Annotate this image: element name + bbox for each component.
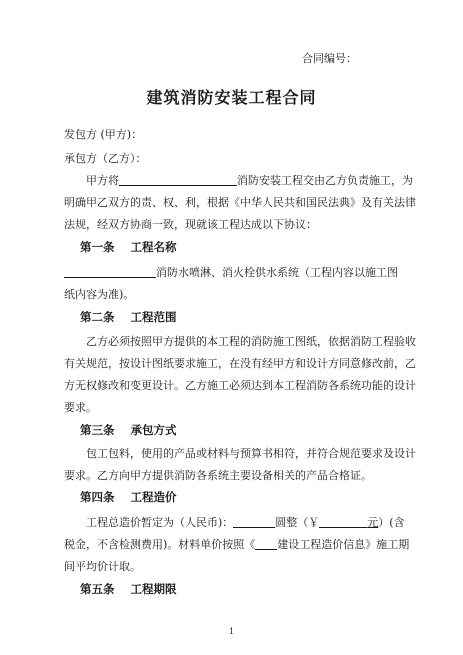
article-2-line-1: 乙方必须按照甲方提供的本工程的消防施工图纸，依据消防工程验收 — [86, 335, 416, 348]
party-a-line: 发包方 (甲方)： — [64, 128, 143, 141]
intro-line-1 — [86, 172, 413, 188]
intro-text-after: 消防安装工程交由乙方负责施工，为 — [237, 174, 413, 187]
article-1-line-2: 纸内容为准)。 — [64, 288, 135, 301]
price-amount-blank — [319, 516, 367, 528]
contract-number-label: 合同编号： — [302, 52, 357, 65]
article-1-number: 第一条 — [80, 240, 115, 254]
document-title: 建筑消防安装工程合同 — [146, 88, 317, 107]
price-text: 圆整（￥ — [275, 516, 320, 529]
article-1-title: 工程名称 — [130, 240, 177, 254]
price-info-text: 建设工程造价信息》施工期 — [277, 538, 410, 551]
article-2-heading — [80, 309, 177, 325]
article-3-line-1: 包工包料，使用的产品或材料与预算书相符，并符合规范要求及设计 — [86, 447, 416, 460]
article-2-line-2: 有关规范，按设计图纸要求施工，在没有经甲方和设计方同意修改前，乙 — [64, 357, 416, 370]
article-4-line-2 — [64, 536, 409, 552]
material-price-text: 税金，不含检测费用)。材料单价按照《 — [64, 538, 256, 551]
intro-text-before: 甲方将 — [86, 174, 119, 187]
article-3-line-2: 要求。乙方向甲方提供消防各系统主要设备相关的产品合格证。 — [64, 469, 372, 482]
article-4-title: 工程造价 — [130, 490, 177, 504]
article-5-heading — [80, 581, 177, 597]
price-label: 工程总造价暂定为（人民币)： — [86, 516, 234, 529]
project-name-blank — [119, 174, 237, 186]
price-source-blank — [255, 538, 277, 550]
price-words-blank — [233, 516, 275, 528]
article-5-number: 第五条 — [80, 582, 115, 596]
page-number: 1 — [228, 627, 235, 636]
article-2-number: 第二条 — [80, 310, 115, 324]
article-3-heading — [80, 422, 177, 438]
article-2-line-3: 方无权修改和变更设计。乙方施工必须达到本工程消防各系统功能的设计 — [64, 379, 416, 392]
project-blank — [64, 266, 156, 278]
article-3-number: 第三条 — [80, 423, 115, 437]
article-1-text: 消防水喷淋、消火栓供水系统（工程内容以施工图 — [156, 266, 398, 279]
article-2-line-4: 要求。 — [64, 401, 97, 414]
article-4-number: 第四条 — [80, 490, 115, 504]
party-b-line: 承包方（乙方）： — [64, 152, 147, 165]
article-4-line-3: 间平均价计取。 — [64, 560, 141, 573]
yuan-unit: 元 — [367, 516, 379, 529]
article-2-title: 工程范围 — [130, 310, 177, 324]
intro-line-2: 明确甲乙双方的责、权、利，根据《中华人民共和国民法典》及有关法律 — [64, 196, 416, 209]
tax-note-open: ）(含 — [378, 516, 405, 529]
article-5-title: 工程期限 — [130, 582, 177, 596]
article-1-line-1 — [64, 264, 398, 280]
intro-line-3: 法规，经双方协商一致，现就该工程达成以下协议： — [64, 218, 317, 231]
article-1-heading — [80, 239, 177, 255]
article-4-heading — [80, 489, 177, 505]
article-3-title: 承包方式 — [130, 423, 177, 437]
article-4-line-1 — [86, 514, 405, 530]
